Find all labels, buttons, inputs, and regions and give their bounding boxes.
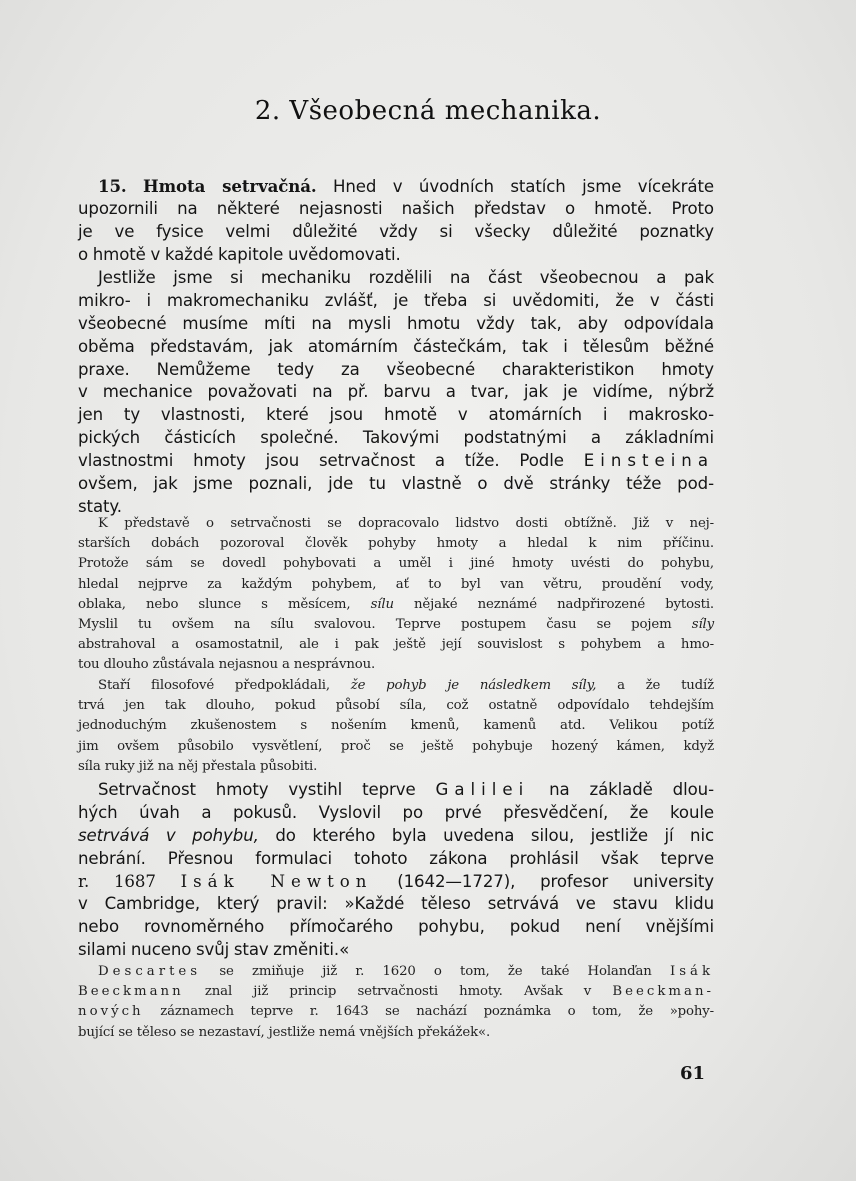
text-span: oblaka, nebo slunce s měsícem, <box>78 596 351 612</box>
text-line: pických částicích společné. Takovými podstatnými a základními <box>78 428 714 448</box>
text-line: starších dobách pozoroval člověk pohyby hmoty a hledal k nim příčinu. <box>78 536 714 552</box>
text-line: Jestliže jsme si mechaniku rozdělili na část všeobecnou a pak <box>98 268 714 287</box>
italic-term: setrvává v pohybu, <box>78 825 259 845</box>
text-line: o hmotě v každé kapitole uvědomovati. <box>78 244 401 264</box>
text-line: bující se těleso se nezastaví, jestliže nemá vnějších překážek«. <box>78 1024 491 1040</box>
newton-name: Isák Newton <box>180 871 373 891</box>
text-line: mikro- i makromechaniku zvlášť, je třeba si uvědomiti, že v části <box>78 290 714 310</box>
text-span: Setrvačnost hmoty vystihl teprve <box>98 780 416 799</box>
chapter-title: 2. Všeobecná mechanika. <box>254 96 602 126</box>
text-line: hých úvah a pokusů. Vyslovil po prvé přesvědčení, že koule <box>78 802 714 822</box>
paragraph-galilei-newton <box>78 779 714 962</box>
text-line: praxe. Nemůžeme tedy za všeobecné charakteristikon hmoty <box>78 359 714 379</box>
section-15-intro <box>78 175 714 267</box>
text-line: hledal nejprve za každým pohybem, ať to byl van větru, proudění vody, <box>78 576 714 592</box>
paragraph-general-mechanics <box>78 267 714 519</box>
section-heading: Hmota setrvačná. <box>143 176 317 196</box>
page-number: 61 <box>680 1063 706 1084</box>
descartes-name: Descartes <box>98 964 202 979</box>
text-span: se zmiňuje již r. 1620 o tom, že také Holanďan <box>219 964 652 979</box>
text-line <box>78 676 714 696</box>
text-line: abstrahoval a osamostatnil, ale i pak ještě její souvislost s pohybem a hmo- <box>78 637 714 653</box>
italic-term: že pohyb je následkem síly, <box>350 678 597 693</box>
text-span: a že tudíž <box>617 678 715 693</box>
text-line <box>78 615 714 635</box>
text-span: na základě dlou- <box>549 780 714 799</box>
isak-name: Isák <box>669 964 714 979</box>
text-line <box>78 962 714 982</box>
text-line: v mechanice považovati na př. barvu a tvar, jak je vidíme, nýbrž <box>78 382 714 402</box>
text-line: všeobecné musíme míti na mysli hmotu vždy tak, aby odpovídala <box>78 313 714 333</box>
text-span: znal již princip setrvačnosti hmoty. Avšak v <box>204 984 592 1000</box>
text-span: (1642—1727), profesor university <box>397 871 714 891</box>
text-line: ovšem, jak jsme poznali, jde tu vlastně o dvě stránky téže pod- <box>78 474 714 494</box>
text-span: záznamech teprve r. 1643 se nachází poznámka o tom, že »pohy- <box>160 1004 715 1020</box>
text-span: do kterého byla uvedena silou, jestliže jí nic <box>275 825 714 845</box>
text-span: vlastnostmi hmoty jsou setrvačnost a tíže. Podle <box>78 451 564 471</box>
text-line: K představě o setrvačnosti se dopracovalo lidstvo dosti obtížně. Již v nej- <box>98 516 714 531</box>
text-line: oběma představám, jak atomárním částečkám, tak i tělesům běžné <box>78 336 714 356</box>
text-line: upozornili na některé nejasnosti našich představ o hmotě. Proto <box>78 198 714 218</box>
text-line: nebo rovnoměrného přímočarého pohybu, pokud není vnějšími <box>78 917 714 937</box>
text-line <box>78 175 714 198</box>
text-span: Staří filosofové předpokládali, <box>98 678 330 693</box>
note-inertia-history <box>78 514 714 676</box>
text-line: staty. <box>78 496 122 516</box>
italic-term: sílu <box>370 596 394 612</box>
text-line: Protože sám se dovedl pohybovati a uměl i jiné hmoty uvésti do pohybu, <box>78 556 714 572</box>
note-descartes-beeckmann <box>78 962 714 1043</box>
text-line: jen ty vlastnosti, které jsou hmotě v atomárních i makrosko- <box>78 405 714 425</box>
text-line: jednoduchým zkušenostem s nošením kmenů, kamenů atd. Velikou potíž <box>78 718 714 734</box>
text-line <box>78 871 714 894</box>
text-line <box>78 450 714 473</box>
text-line: nebrání. Přesnou formulaci tohoto zákona prohlásil však teprve <box>78 848 714 868</box>
text-line: jim ovšem působilo vysvětlení, proč se ještě pohybuje hozený kámen, když <box>78 738 714 754</box>
text-line: síla ruky již na něj přestala působiti. <box>78 758 318 774</box>
text-line: tou dlouho zůstávala nejasnou a nesprávnou. <box>78 657 376 673</box>
text-line: silami nuceno svůj stav změniti.« <box>78 940 350 960</box>
text-line: v Cambridge, který pravil: »Každé těleso setrvává ve stavu klidu <box>78 894 714 914</box>
text-line <box>78 1002 714 1022</box>
text-span: Hned v úvodních statích jsme vícekráte <box>333 177 714 196</box>
text-line <box>78 779 714 802</box>
text-line: trvá jen tak dlouho, pokud působí síla, což ostatně odpovídalo tehdejším <box>78 698 714 714</box>
section-number: 15. <box>98 176 127 196</box>
beeckman-name: Beeckman- <box>612 984 714 1000</box>
italic-term: síly <box>691 616 715 632</box>
text-line: je ve fysice velmi důležité vždy si všecky důležité poznatky <box>78 221 714 241</box>
text-line <box>78 982 714 1002</box>
text-span: r. 1687 <box>78 871 156 891</box>
text-span: nějaké neznámé nadpřirozené bytosti. <box>414 596 715 612</box>
text-span: Myslil tu ovšem na sílu svalovou. Teprve postupem času se pojem <box>78 616 672 632</box>
beeckmann-name: Beeckmann <box>78 984 184 1000</box>
text-line <box>78 825 714 848</box>
einstein-name: Einsteina <box>583 451 714 471</box>
beeckman-name-end: nových <box>78 1004 144 1020</box>
galilei-name: Galilei <box>435 780 530 799</box>
note-ancient-philosophers <box>78 676 714 777</box>
text-line <box>78 595 714 615</box>
